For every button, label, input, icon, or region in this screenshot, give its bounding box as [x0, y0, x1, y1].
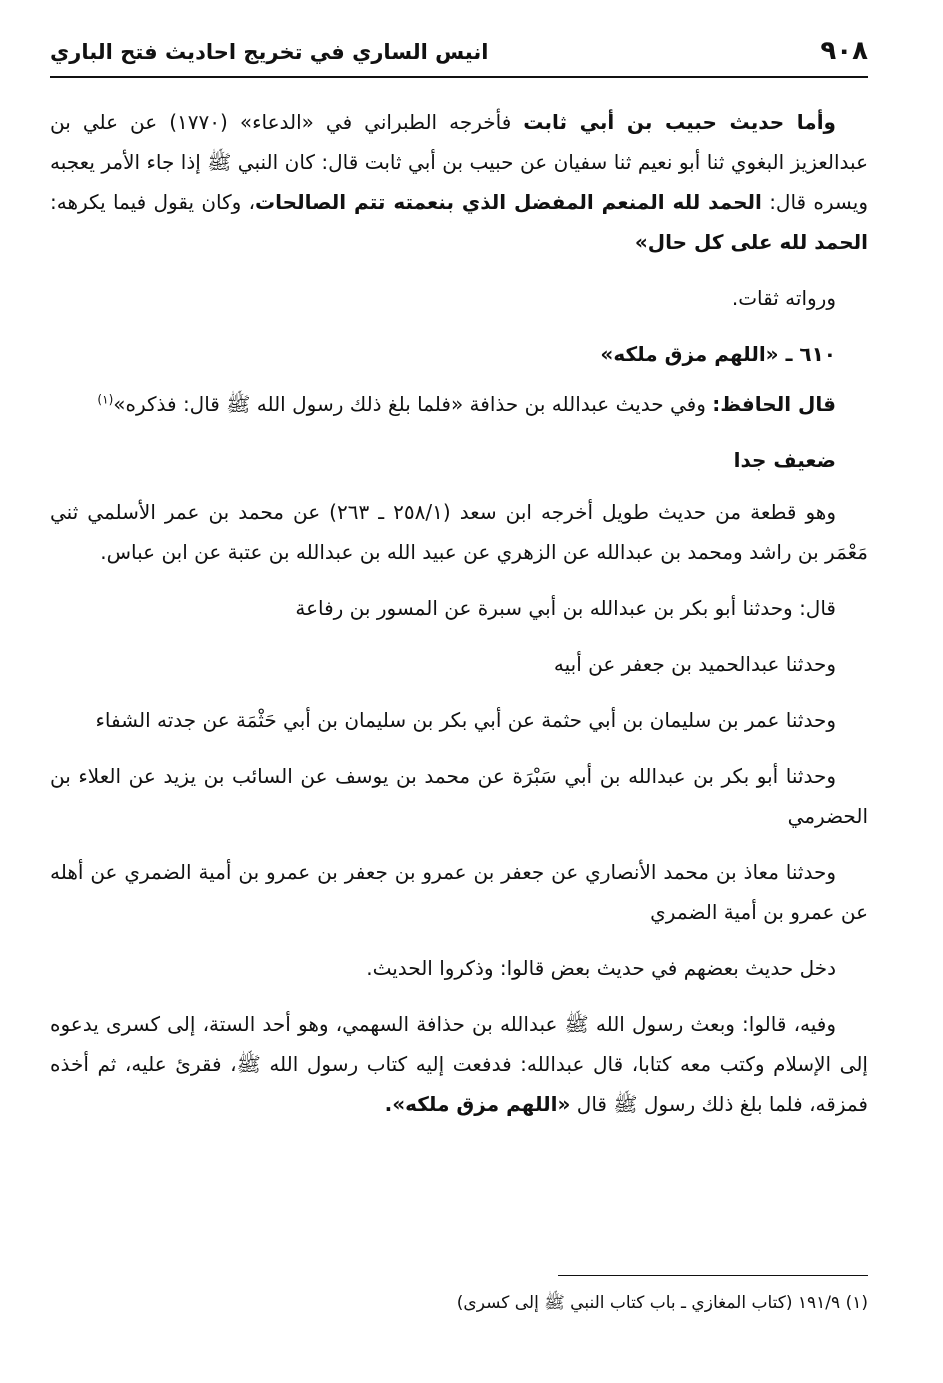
document-page	[50, 30, 868, 1360]
paragraph-text: وفيه، قالوا: وبعث رسول الله ﷺ عبدالله بن حذافة السهمي، وهو أحد الستة، إلى كسرى يدعوه إلى الإسلام وكتب معه كتابا، قال عبدالله: فدفعت إليه كتاب رسول الله ﷺ، فقرئ عليه، ثم أخذه فمزقه، فلما بلغ ذلك رسول ﷺ قال	[50, 1012, 868, 1116]
footnote-reference: (١)	[97, 392, 114, 407]
page-number: ٩٠٨	[820, 36, 868, 66]
running-title: انيس الساري في تخريج احاديث فتح الباري	[50, 40, 489, 64]
paragraph-chain-4: وحدثنا أبو بكر بن عبدالله بن أبي سَبْرَة عن محمد بن يوسف عن السائب بن يزيد عن العلاء بن الحضرمي	[50, 764, 868, 828]
quoted-supplication: الحمد لله المنعم المفضل الذي بنعمته تتم الصالحات	[255, 190, 762, 214]
footnote-divider	[558, 1275, 868, 1276]
paragraph-text: ، وكان يقول فيما يكرهه:	[50, 190, 256, 214]
chapter-heading: ٦١٠ ـ «اللهم مزق ملكه»	[600, 342, 836, 366]
paragraph-ibn-saad: وهو قطعة من حديث طويل أخرجه ابن سعد (٢٥٨/١ ـ ٢٦٣) عن محمد بن عمر الأسلمي ثني مَعْمَر بن راشد ومحمد بن عبدالله عن الزهري عن عبيد الله بن عبدالله بن عتبة عن ابن عباس.	[50, 500, 868, 564]
footnote-1: (١) ١٩١/٩ (كتاب المغازي ـ باب كتاب النبي ﷺ إلى كسرى)	[456, 1293, 868, 1313]
paragraph-narrators-note: ورواته ثقات.	[731, 286, 836, 310]
paragraph-chain-1: قال: وحدثنا أبو بكر بن عبدالله بن أبي سبرة عن المسور بن رفاعة	[295, 596, 836, 620]
quoted-supplication: «اللهم مزق ملكه».	[384, 1092, 571, 1116]
paragraph-lead: وأما حديث حبيب بن أبي ثابت	[523, 110, 836, 134]
paragraph-combined-note: دخل حديث بعضهم في حديث بعض قالوا: وذكروا الحديث.	[366, 956, 836, 980]
paragraph-lead: قال الحافظ:	[712, 392, 836, 416]
paragraph-hafiz-quote	[50, 384, 868, 424]
paragraph-kisra-story	[50, 1004, 868, 1124]
page-header	[50, 30, 868, 78]
page-body	[50, 102, 868, 1140]
paragraph-chain-2: وحدثنا عبدالحميد بن جعفر عن أبيه	[553, 652, 836, 676]
paragraph-text: وفي حديث عبدالله بن حذافة «فلما بلغ ذلك رسول الله ﷺ قال: فذكره»	[113, 392, 713, 416]
grade-heading: ضعيف جدا	[733, 448, 836, 472]
paragraph-habib-hadith	[50, 102, 868, 262]
footnotes-section	[50, 1275, 868, 1316]
paragraph-chain-3: وحدثنا عمر بن سليمان بن أبي حثمة عن أبي بكر بن سليمان بن أبي حَثْمَة عن جدته الشفاء	[95, 708, 836, 732]
paragraph-chain-5: وحدثنا معاذ بن محمد الأنصاري عن جعفر بن عمرو بن جعفر بن عمرو بن أمية الضمري عن أهله عن عمرو بن أمية الضمري	[50, 860, 868, 924]
paragraph-text: فأخرجه الطبراني في «الدعاء» (١٧٧٠) عن علي بن عبدالعزيز البغوي ثنا أبو نعيم ثنا سفيان عن حبيب بن أبي ثابت قال: كان النبي ﷺ إذا جاء الأمر يعجبه ويسره قال:	[50, 110, 868, 214]
quoted-supplication: الحمد لله على كل حال»	[634, 230, 868, 254]
